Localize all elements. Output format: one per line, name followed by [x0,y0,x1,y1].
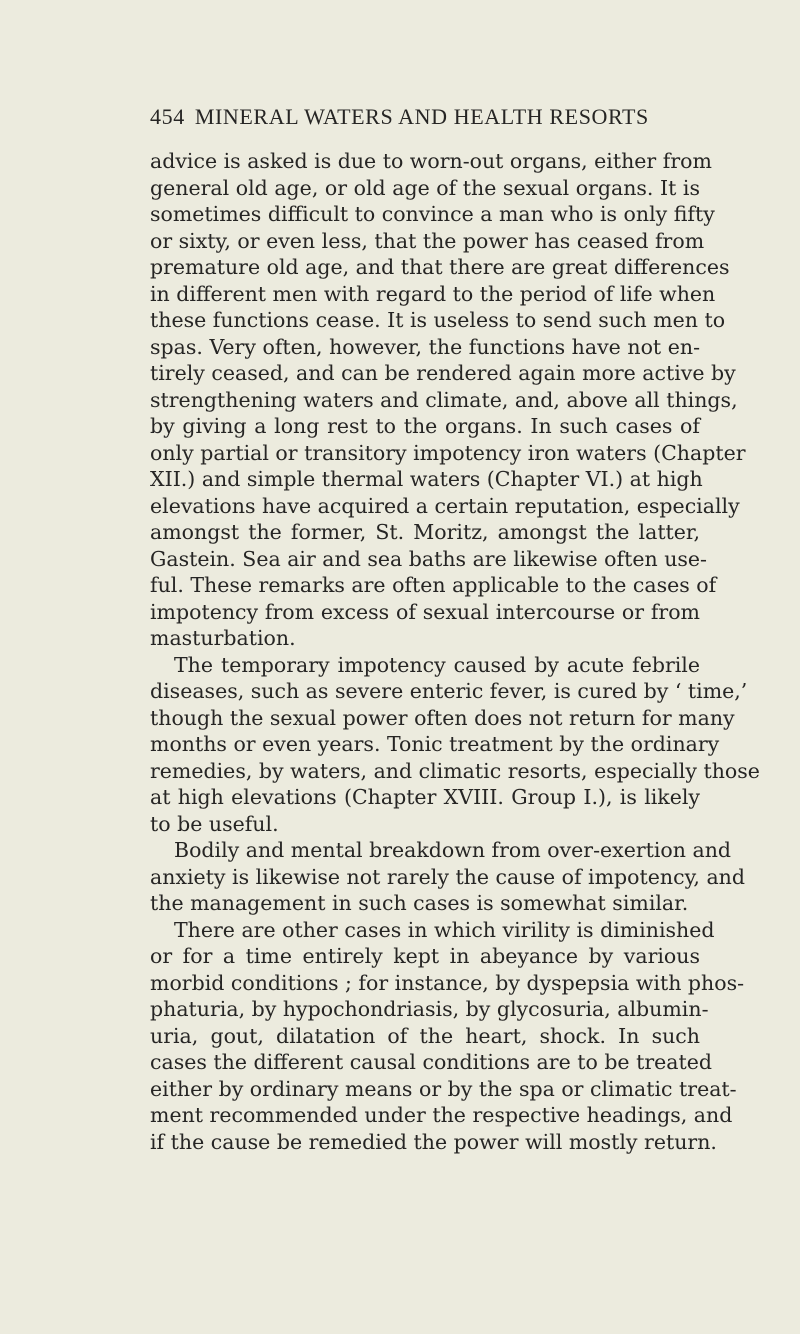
text-line: or sixty, or even less, that the power has ceased from [150,228,705,253]
text-line: in different men with regard to the period of life when [150,281,716,306]
paragraph-end-line: the management in such cases is somewhat similar. [150,891,689,915]
text-line: by giving a long rest to the organs. In such cases of [150,414,700,438]
text-line: XII.) and simple thermal waters (Chapter VI.) at high [150,467,703,491]
paragraph-end-line: to be useful. [150,811,279,836]
text-line: these functions cease. It is useless to send such men to [150,308,726,332]
text-line: amongst the former, St. Moritz, amongst the latter, [150,520,700,544]
text-line: sometimes difficult to convince a man who is only fifty [150,202,715,226]
text-line: premature old age, and that there are great differences [150,255,730,279]
text-line: either by ordinary means or by the spa or climatic treat- [150,1076,737,1101]
text-line: morbid conditions ; for instance, by dyspepsia with phos- [150,970,745,995]
text-line: ment recommended under the respective headings, and [150,1103,733,1127]
text-line: ful. These remarks are often applicable to the cases of [150,573,717,597]
body-text [150,148,760,1155]
text-line: phaturia, by hypochondriasis, by glycosuria, albumin- [150,997,709,1021]
text-line: remedies, by waters, and climatic resorts, especially those [150,758,760,783]
paragraph-start-line: The temporary impotency caused by acute febrile [174,652,700,677]
text-line: diseases, such as severe enteric fever, is cured by ‘ time,’ [150,679,748,703]
paragraph-end-line: masturbation. [150,626,296,650]
text-line: spas. Very often, however, the functions have not en- [150,334,700,359]
text-line: months or even years. Tonic treatment by the ordinary [150,732,720,756]
text-line: or for a time entirely kept in abeyance by various [150,944,700,968]
text-line: anxiety is likewise not rarely the cause of impotency, and [150,864,746,889]
text-line: only partial or transitory impotency iron waters (Chapter [150,440,746,465]
text-line: strengthening waters and climate, and, above all things, [150,387,738,412]
text-line: tirely ceased, and can be rendered again more active by [150,361,736,385]
text-line: general old age, or old age of the sexual organs. It is [150,175,700,200]
text-line: Gastein. Sea air and sea baths are likewise often use- [150,546,707,571]
text-line: cases the different causal conditions are to be treated [150,1050,712,1074]
text-line: impotency from excess of sexual intercourse or from [150,599,700,624]
running-head [150,104,690,130]
text-line: advice is asked is due to worn-out organs, either from [150,149,712,173]
text-line: uria, gout, dilatation of the heart, shock. In such [150,1023,700,1048]
running-title: MINERAL WATERS AND HEALTH RESORTS [194,104,649,129]
text-line: elevations have acquired a certain reputation, especially [150,493,740,518]
page-number: 454 [150,104,185,129]
text-line: at high elevations (Chapter XVIII. Group I.), is likely [150,785,700,809]
text-line: though the sexual power often does not return for many [150,705,735,730]
paragraph-end-line: if the cause be remedied the power will mostly return. [150,1129,717,1154]
paragraph-start-line: Bodily and mental breakdown from over-exertion and [174,838,732,862]
paragraph-start-line: There are other cases in which virility is diminished [174,917,715,942]
